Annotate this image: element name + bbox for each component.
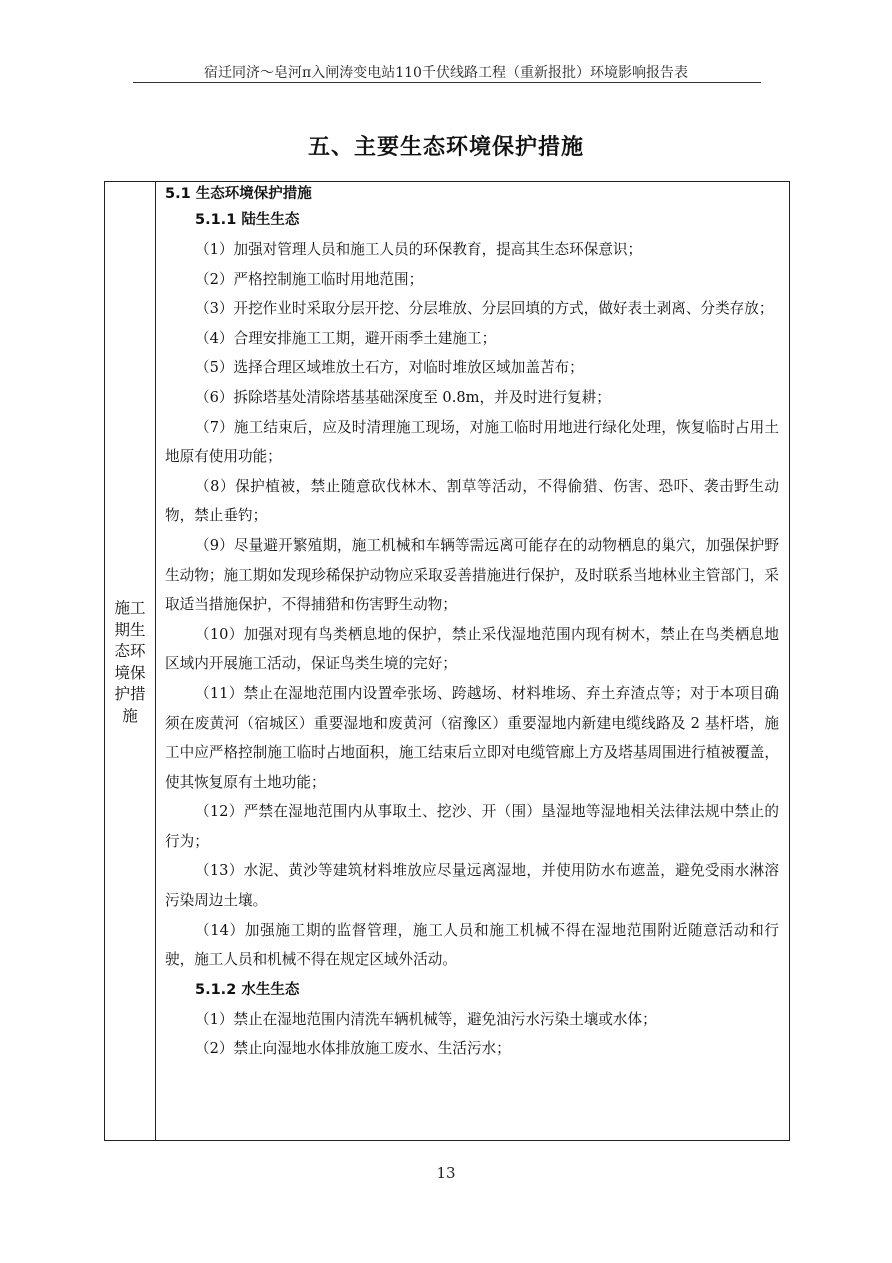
list-item: （13）水泥、黄沙等建筑材料堆放应尽量远离湿地，并使用防水布遮盖，避免受雨水淋溶污染周边土壤。 bbox=[165, 862, 779, 910]
list-item: （8）保护植被，禁止随意砍伐林木、割草等活动，不得偷猎、伤害、恐吓、袭击野生动物，禁止垂钓； bbox=[165, 477, 779, 525]
list-item: （11）禁止在湿地范围内设置牵张场、跨越场、材料堆场、弃土弃渣点等；对于本项目确须在废黄河（宿城区）重要湿地和废黄河（宿豫区）重要湿地内新建电缆线路及 2 基杆塔，施工中应严格控制施工临时占地面积，施工结束后立即对电缆管廊上方及塔基周围进行植被覆盖，使其恢复原有土地功能； bbox=[165, 684, 779, 791]
subsection-heading-terrestrial: 5.1.1 陆生生态 bbox=[195, 212, 300, 228]
list-item: （7）施工结束后，应及时清理施工现场，对施工临时用地进行绿化处理，恢复临时占用土地原有使用功能； bbox=[165, 418, 779, 466]
list-item: （6）拆除塔基处清除塔基基础深度至 0.8m，并及时进行复耕； bbox=[195, 388, 611, 406]
row-label-cell bbox=[105, 182, 156, 1140]
subsection-heading-aquatic: 5.1.2 水生生态 bbox=[195, 981, 300, 998]
running-header: 宿迁同济～皂河π入闸涛变电站110千伏线路工程（重新报批）环境影响报告表 bbox=[204, 65, 688, 81]
list-item: （12）严禁在湿地范围内从事取土、挖沙、开（围）垦湿地等湿地相关法律法规中禁止的行为； bbox=[165, 803, 779, 850]
list-item: （14）加强施工期的监督管理，施工人员和施工机械不得在湿地范围附近随意活动和行驶，施工人员和机械不得在规定区域外活动。 bbox=[165, 921, 779, 969]
list-item: （1）加强对管理人员和施工人员的环保教育，提高其生态环保意识； bbox=[195, 241, 643, 258]
page-number: 13 bbox=[436, 1164, 456, 1182]
list-item: （2）严格控制施工临时用地范围； bbox=[195, 270, 424, 288]
list-item: （4）合理安排施工工期，避开雨季土建施工； bbox=[195, 329, 497, 347]
section-heading: 5.1 生态环境保护措施 bbox=[165, 186, 312, 202]
measures-table bbox=[104, 181, 790, 1141]
list-item: （10）加强对现有鸟类栖息地的保护，禁止采伐湿地范围内现有树木，禁止在鸟类栖息地区域内开展施工活动，保证鸟类生境的完好； bbox=[165, 625, 779, 673]
row-label: 施工期生态环境保护措施 bbox=[114, 599, 146, 725]
section-title: 五、主要生态环境保护措施 bbox=[307, 135, 584, 160]
list-item: （5）选择合理区域堆放土石方，对临时堆放区域加盖苫布； bbox=[195, 359, 584, 377]
list-item: （1）禁止在湿地范围内清洗车辆机械等，避免油污水污染土壤或水体； bbox=[195, 1010, 657, 1028]
content-cell bbox=[157, 182, 789, 1140]
list-item: （2）禁止向湿地水体排放施工废水、生活污水； bbox=[195, 1040, 511, 1058]
header-rule bbox=[133, 82, 761, 83]
list-item: （3）开挖作业时采取分层开挖、分层堆放、分层回填的方式，做好表土剥离、分类存放； bbox=[195, 300, 774, 318]
list-item: （9）尽量避开繁殖期，施工机械和车辆等需远离可能存在的动物栖息的巢穴，加强保护野生动物；施工期如发现珍稀保护动物应采取妥善措施进行保护，及时联系当地林业主管部门，采取适当措施保护，不得捕猎和伤害野生动物； bbox=[165, 536, 779, 614]
